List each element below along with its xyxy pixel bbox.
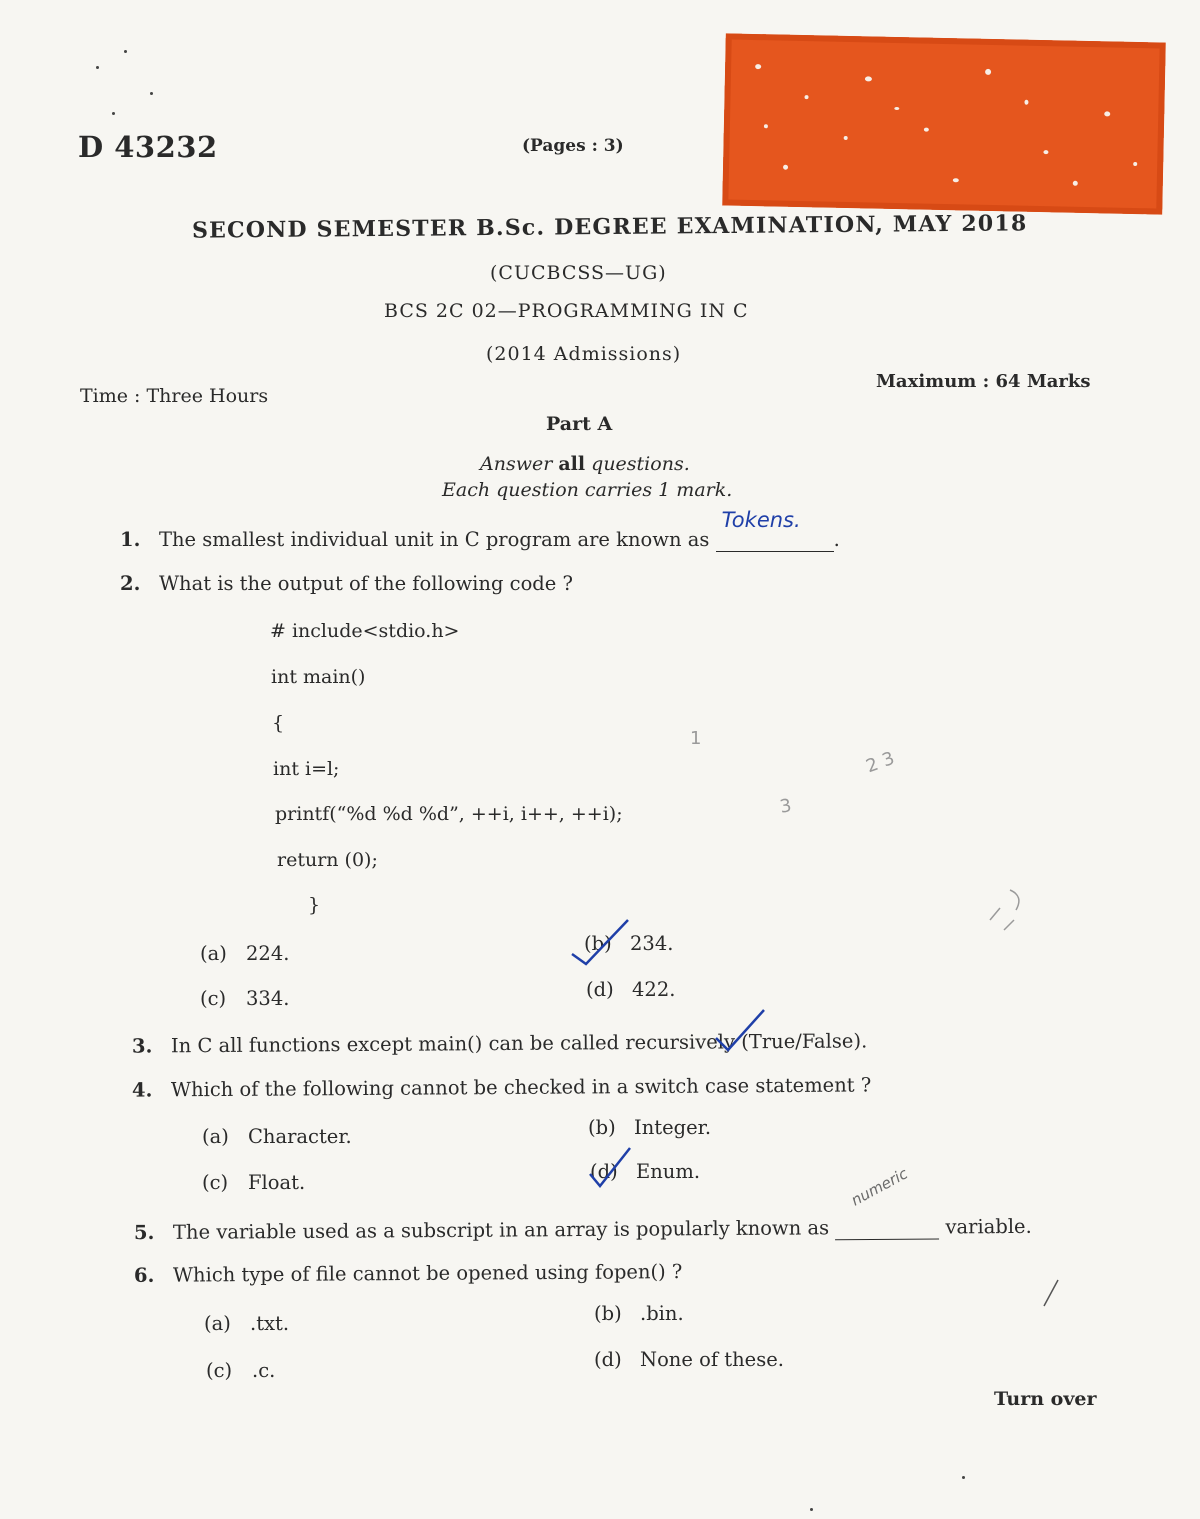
option-d — [594, 1348, 784, 1371]
part-title: Part A — [546, 413, 613, 435]
max-marks: Maximum : 64 Marks — [876, 371, 1091, 392]
question-text: In C all functions except main() can be called recursively (True/False). — [170, 1029, 868, 1058]
part-instruction — [480, 453, 690, 475]
code-line: { — [272, 712, 285, 734]
scheme: (CUCBCSS—UG) — [490, 262, 667, 284]
option-a — [202, 1125, 352, 1148]
paper-speck — [810, 1508, 813, 1511]
redaction-stamp — [722, 33, 1166, 214]
answer-blank — [835, 1164, 939, 1241]
option-label: (c) — [200, 987, 227, 1010]
code-line: int main() — [271, 666, 366, 688]
paper-speck — [150, 92, 153, 95]
exam-time: Time : Three Hours — [80, 385, 269, 407]
tick-mark-icon — [586, 1144, 636, 1192]
course-title: BCS 2C 02—PROGRAMMING IN C — [384, 300, 749, 322]
question-end: . — [833, 528, 840, 551]
tick-mark-icon — [710, 1006, 770, 1054]
option-text: Integer. — [634, 1116, 712, 1139]
code-line: # include<stdio.h> — [270, 620, 460, 642]
pencil-mark: 3 — [778, 795, 794, 818]
option-label: (a) — [204, 1312, 231, 1335]
option-text: Enum. — [636, 1160, 701, 1183]
option-text: .bin. — [640, 1302, 684, 1325]
option-text: .c. — [252, 1359, 276, 1382]
option-label: (d) — [590, 1160, 618, 1183]
instruction-rest: questions. — [591, 453, 690, 475]
option-a — [204, 1312, 289, 1335]
code-line: int i=l; — [273, 758, 340, 780]
option-label: (b) — [594, 1302, 622, 1325]
question-end: variable. — [945, 1214, 1032, 1239]
question-number: 4. — [131, 1078, 153, 1102]
code-line: } — [308, 894, 321, 916]
handwritten-answer: Tokens. — [721, 508, 801, 532]
option-c — [206, 1359, 275, 1382]
question-2 — [120, 572, 573, 595]
option-text: None of these. — [640, 1348, 784, 1371]
option-label: (a) — [202, 1125, 229, 1148]
option-label: (d) — [594, 1348, 622, 1371]
option-b — [594, 1302, 684, 1325]
option-text: 334. — [246, 987, 290, 1010]
question-text: Which type of file cannot be opened using fopen() ? — [172, 1260, 683, 1287]
question-text: Which of the following cannot be checked in a switch case statement ? — [170, 1073, 872, 1102]
code-line: printf(“%d %d %d”, ++i, i++, ++i); — [275, 803, 623, 825]
pencil-stroke-icon — [1040, 1276, 1064, 1310]
option-text: 422. — [632, 978, 676, 1001]
handwritten-answer: numeric — [848, 1164, 912, 1210]
exam-title: SECOND SEMESTER B.Sc. DEGREE EXAMINATION, MAY 2018 — [191, 210, 1028, 244]
option-label: (c) — [202, 1171, 229, 1194]
option-a — [200, 942, 289, 965]
instruction-bold: all — [558, 453, 586, 475]
option-d — [586, 978, 675, 1001]
option-text: Character. — [248, 1125, 352, 1148]
pencil-scribble-icon — [980, 880, 1030, 940]
option-label: (c) — [206, 1359, 233, 1382]
option-text: Float. — [248, 1171, 306, 1194]
option-label: (d) — [586, 978, 614, 1001]
question-text: The variable used as a subscript in an array is popularly known as — [172, 1216, 830, 1244]
paper-speck — [112, 112, 115, 115]
option-label: (b) — [588, 1116, 616, 1139]
option-text: 224. — [246, 942, 290, 965]
question-4 — [132, 1073, 871, 1101]
paper-code: D 43232 — [78, 130, 218, 164]
question-number: 6. — [133, 1263, 155, 1287]
code-line: return (0); — [277, 849, 378, 871]
question-6 — [134, 1260, 683, 1287]
paper-speck — [962, 1476, 965, 1479]
option-label: (a) — [200, 942, 227, 965]
question-1 — [120, 508, 840, 552]
option-label: (b) — [584, 932, 612, 955]
question-number: 2. — [120, 572, 141, 595]
turn-over: Turn over — [994, 1388, 1097, 1410]
paper-speck — [96, 66, 99, 69]
question-number: 5. — [133, 1220, 155, 1245]
question-text: What is the output of the following code ? — [158, 572, 573, 595]
pencil-mark: 2 3 — [863, 747, 898, 778]
tick-mark-icon — [566, 916, 636, 968]
page-count: (Pages : 3) — [522, 136, 624, 156]
paper-speck — [124, 50, 127, 53]
option-b — [588, 1116, 711, 1139]
question-text: The smallest individual unit in C program are known as — [158, 528, 710, 551]
option-text: 234. — [630, 932, 674, 955]
instruction-italic: Answer — [480, 453, 553, 475]
answer-blank — [716, 508, 834, 552]
question-number: 3. — [131, 1034, 153, 1058]
option-c — [202, 1171, 305, 1194]
option-text: .txt. — [250, 1312, 290, 1335]
question-number: 1. — [120, 528, 141, 551]
marks-note: Each question carries 1 mark. — [442, 479, 733, 501]
admissions: (2014 Admissions) — [486, 343, 682, 365]
option-c — [200, 987, 289, 1010]
pencil-mark: 1 — [690, 728, 702, 749]
